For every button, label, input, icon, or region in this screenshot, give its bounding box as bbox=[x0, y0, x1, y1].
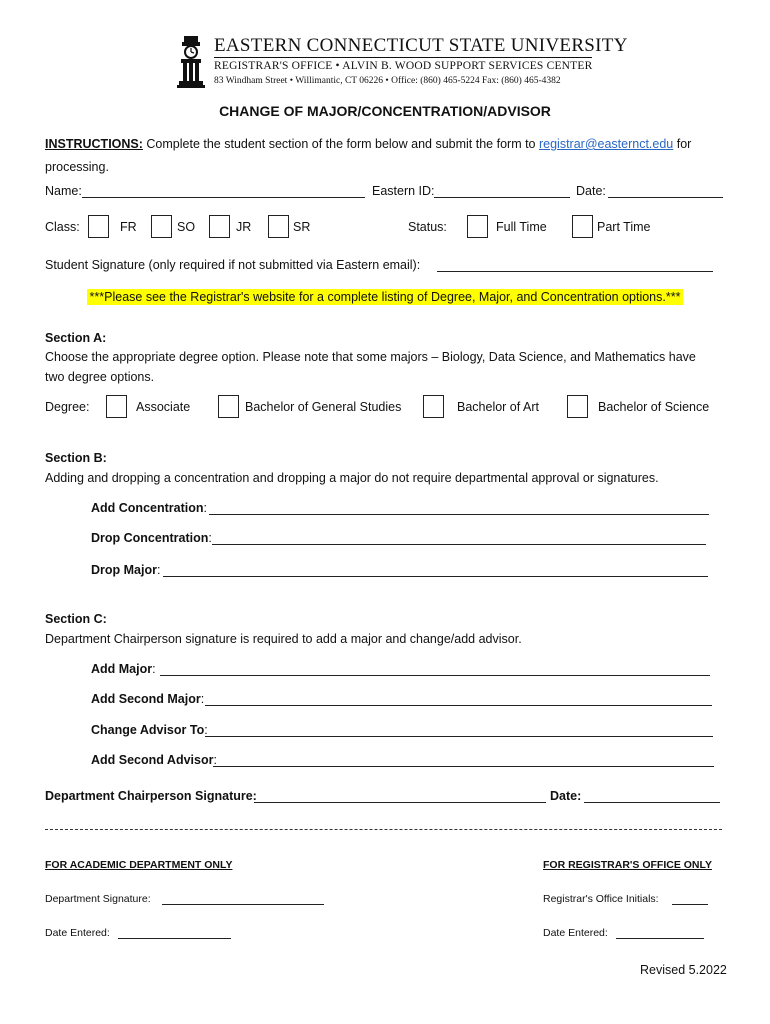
name-label: Name: bbox=[45, 184, 82, 198]
section-divider bbox=[45, 829, 722, 830]
degree-associate-checkbox[interactable] bbox=[106, 395, 127, 418]
registrar-email-link[interactable]: registrar@easternct.edu bbox=[538, 137, 674, 151]
drop-major-row: Drop Major: bbox=[91, 563, 161, 577]
change-advisor-row: Change Advisor To: bbox=[91, 723, 208, 737]
instructions-line2: processing. bbox=[45, 160, 109, 174]
add-second-major-field[interactable] bbox=[205, 692, 712, 706]
form-title: CHANGE OF MAJOR/CONCENTRATION/ADVISOR bbox=[219, 103, 551, 119]
add-second-advisor-label: Add Second Advisor bbox=[91, 753, 214, 767]
add-major-label: Add Major bbox=[91, 662, 153, 676]
eastern-id-field[interactable] bbox=[434, 184, 570, 198]
drop-major-field[interactable] bbox=[163, 563, 708, 577]
section-a-text1: Choose the appropriate degree option. Please note that some majors – Biology, Data Science, and Mathematics have bbox=[45, 350, 696, 364]
chair-date-label: Date: bbox=[550, 789, 582, 803]
name-field[interactable] bbox=[82, 184, 365, 198]
chair-signature-field[interactable] bbox=[254, 789, 546, 803]
date-field[interactable] bbox=[608, 184, 723, 198]
add-concentration-label: Add Concentration bbox=[91, 501, 204, 515]
drop-concentration-row: Drop Concentration: bbox=[91, 531, 212, 545]
section-c-text: Department Chairperson signature is required to add a major and change/add advisor. bbox=[45, 632, 522, 646]
registrar-date-entered-label: Date Entered: bbox=[543, 927, 608, 939]
status-parttime-checkbox[interactable] bbox=[572, 215, 593, 238]
registrar-notice bbox=[0, 290, 770, 304]
class-jr-checkbox[interactable] bbox=[209, 215, 230, 238]
registrar-date-entered-field[interactable] bbox=[616, 926, 704, 939]
address-line: 83 Windham Street • Willimantic, CT 06226 • Office: (860) 465-5224 Fax: (860) 465-4382 bbox=[214, 76, 561, 86]
section-a-heading: Section A: bbox=[45, 331, 107, 345]
add-major-row: Add Major: bbox=[91, 662, 156, 676]
revision-label: Revised 5.2022 bbox=[640, 963, 727, 977]
drop-concentration-label: Drop Concentration bbox=[91, 531, 209, 545]
degree-associate-label: Associate bbox=[136, 400, 191, 414]
class-fr-checkbox[interactable] bbox=[88, 215, 109, 238]
degree-label: Degree: bbox=[45, 400, 90, 414]
university-name: EASTERN CONNECTICUT STATE UNIVERSITY bbox=[214, 35, 628, 56]
registrar-office-heading: FOR REGISTRAR'S OFFICE ONLY bbox=[543, 859, 712, 871]
change-advisor-label: Change Advisor To bbox=[91, 723, 205, 737]
student-signature-field[interactable] bbox=[437, 258, 713, 272]
drop-concentration-field[interactable] bbox=[212, 531, 706, 545]
change-advisor-field[interactable] bbox=[205, 723, 713, 737]
header-rule bbox=[214, 57, 592, 58]
degree-ba-label: Bachelor of Art bbox=[457, 400, 539, 414]
degree-bgs-checkbox[interactable] bbox=[218, 395, 239, 418]
date-entered-label: Date Entered: bbox=[45, 927, 110, 939]
add-concentration-field[interactable] bbox=[209, 501, 709, 515]
status-fulltime-label: Full Time bbox=[496, 220, 547, 234]
add-major-field[interactable] bbox=[160, 662, 710, 676]
eastern-id-label: Eastern ID: bbox=[372, 184, 435, 198]
status-fulltime-checkbox[interactable] bbox=[467, 215, 488, 238]
dept-signature-label: Department Signature: bbox=[45, 893, 151, 905]
add-second-advisor-field[interactable] bbox=[213, 753, 714, 767]
class-fr-label: FR bbox=[120, 220, 137, 234]
instructions bbox=[45, 137, 691, 151]
section-a-text2: two degree options. bbox=[45, 370, 155, 384]
drop-major-label: Drop Major bbox=[91, 563, 157, 577]
date-label: Date: bbox=[576, 184, 606, 198]
status-label: Status: bbox=[408, 220, 447, 234]
add-second-major-label: Add Second Major bbox=[91, 692, 201, 706]
dept-signature-field[interactable] bbox=[162, 892, 324, 905]
class-so-checkbox[interactable] bbox=[151, 215, 172, 238]
section-c-heading: Section C: bbox=[45, 612, 107, 626]
class-sr-label: SR bbox=[293, 220, 311, 234]
degree-ba-checkbox[interactable] bbox=[423, 395, 444, 418]
class-label: Class: bbox=[45, 220, 80, 234]
chair-date-field[interactable] bbox=[584, 789, 720, 803]
class-so-label: SO bbox=[177, 220, 196, 234]
registrar-initials-label: Registrar's Office Initials: bbox=[543, 893, 659, 905]
degree-bgs-label: Bachelor of General Studies bbox=[245, 400, 402, 414]
instructions-text: Complete the student section of the form below and submit the form to bbox=[146, 137, 536, 151]
notice-highlight: ***Please see the Registrar's website for a complete listing of Degree, Major, and Concentration options.*** bbox=[87, 289, 684, 305]
section-b-heading: Section B: bbox=[45, 451, 107, 465]
status-parttime-label: Part Time bbox=[597, 220, 651, 234]
student-signature-label: Student Signature (only required if not submitted via Eastern email): bbox=[45, 258, 421, 272]
university-logo bbox=[176, 36, 206, 88]
class-sr-checkbox[interactable] bbox=[268, 215, 289, 238]
chair-signature-label: Department Chairperson Signature: bbox=[45, 789, 257, 803]
registrar-initials-field[interactable] bbox=[672, 892, 708, 905]
add-second-advisor-row: Add Second Advisor: bbox=[91, 753, 217, 767]
instructions-label: INSTRUCTIONS: bbox=[45, 137, 143, 151]
add-second-major-row: Add Second Major: bbox=[91, 692, 205, 706]
office-line: REGISTRAR'S OFFICE • ALVIN B. WOOD SUPPORT SERVICES CENTER bbox=[214, 60, 593, 72]
class-jr-label: JR bbox=[236, 220, 252, 234]
add-concentration-row: Add Concentration: bbox=[91, 501, 207, 515]
degree-bs-label: Bachelor of Science bbox=[598, 400, 710, 414]
section-b-text: Adding and dropping a concentration and dropping a major do not require departmental approval or signatures. bbox=[45, 471, 659, 485]
academic-dept-heading: FOR ACADEMIC DEPARTMENT ONLY bbox=[45, 859, 233, 871]
degree-bs-checkbox[interactable] bbox=[567, 395, 588, 418]
instructions-suffix: for bbox=[676, 137, 692, 151]
date-entered-field[interactable] bbox=[118, 926, 231, 939]
